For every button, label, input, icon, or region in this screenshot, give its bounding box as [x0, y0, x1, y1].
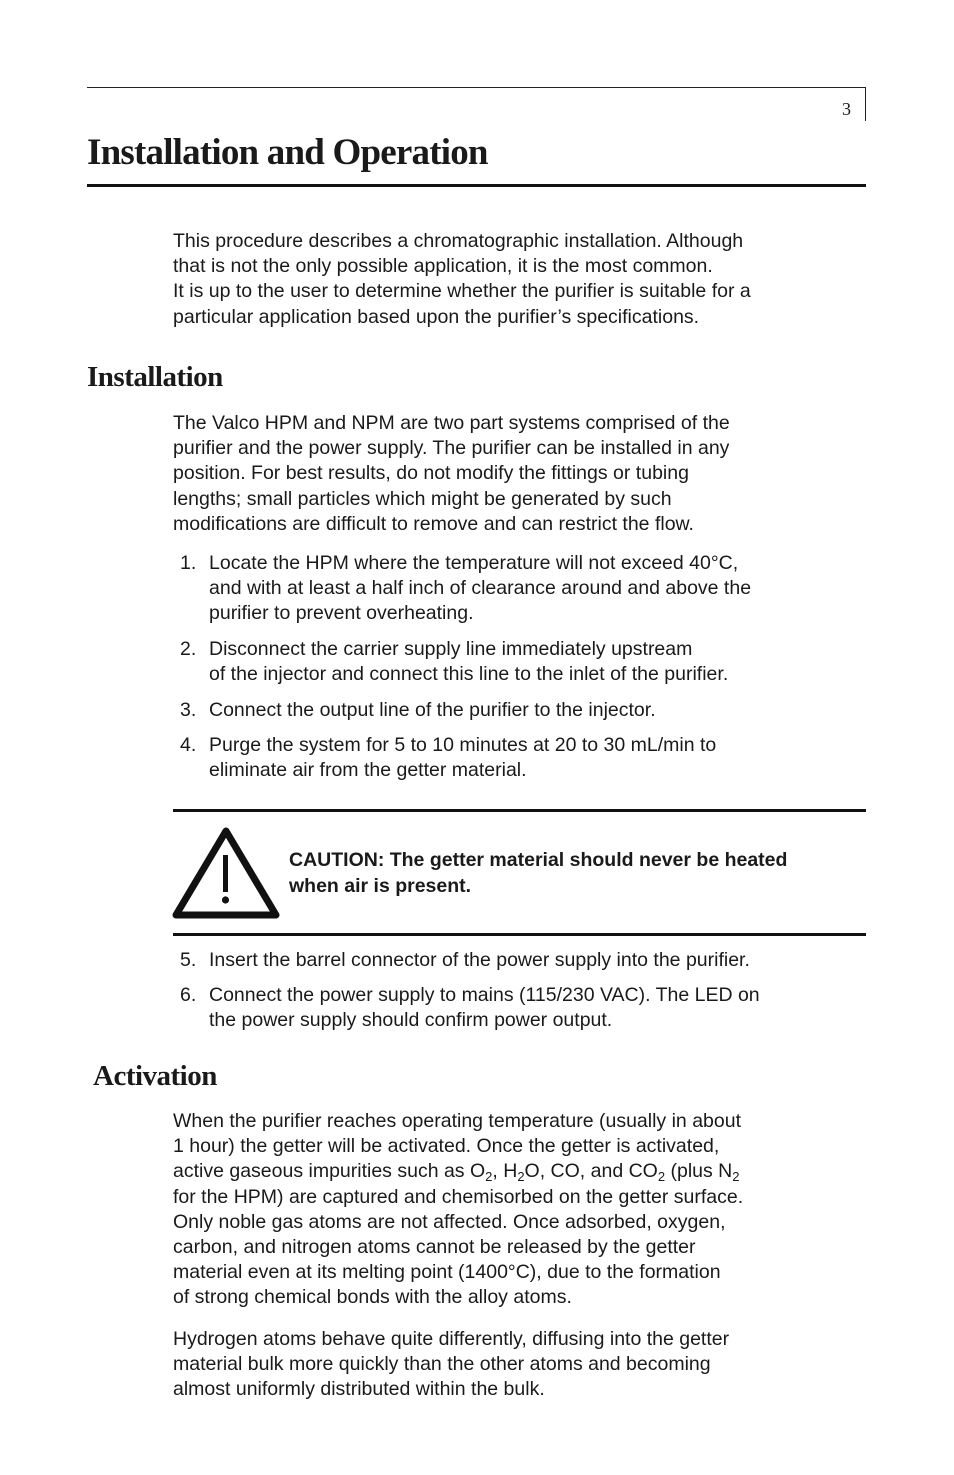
caution-top-rule	[173, 809, 866, 812]
step-text	[209, 948, 750, 973]
formula-text: active gaseous impurities such as O	[173, 1160, 486, 1183]
step-text	[209, 551, 751, 627]
step-line: eliminate air from the getter material.	[209, 759, 527, 782]
subscript: 2	[517, 1169, 525, 1185]
step-number: 3.	[180, 699, 197, 721]
step-text	[209, 698, 656, 723]
subscript: 2	[732, 1169, 740, 1185]
step-line: Insert the barrel connector of the power supply into the purifier.	[209, 949, 750, 971]
step-number: 2.	[180, 638, 197, 660]
step-text	[209, 733, 716, 783]
installation-line: modifications are difficult to remove and can restrict the flow.	[173, 512, 694, 535]
page-number: 3	[842, 99, 851, 119]
intro-line: This procedure describes a chromatographic installation. Although	[173, 230, 744, 252]
installation-line: The Valco HPM and NPM are two part systems comprised of the	[173, 412, 730, 434]
activation-line: material even at its melting point (1400°C), due to the formation	[173, 1261, 721, 1284]
formula-text: O, CO, and CO	[524, 1160, 658, 1183]
warning-triangle-icon	[172, 825, 280, 921]
hydrogen-line: material bulk more quickly than the other atoms and becoming	[173, 1353, 711, 1376]
caution-text	[289, 847, 787, 899]
step-text	[209, 637, 728, 687]
page-title: Installation and Operation	[87, 132, 488, 173]
installation-line: purifier and the power supply. The purifier can be installed in any	[173, 437, 730, 460]
step-line: Purge the system for 5 to 10 minutes at 20 to 30 mL/min to	[209, 734, 717, 756]
formula-text: (plus N	[665, 1160, 733, 1183]
activation-line: 1 hour) the getter will be activated. Once the getter is activated,	[173, 1135, 720, 1158]
activation-line: When the purifier reaches operating temperature (usually in about	[173, 1110, 741, 1132]
installation-line: lengths; small particles which might be generated by such	[173, 487, 672, 510]
activation-heading: Activation	[93, 1060, 217, 1092]
title-rule	[87, 184, 866, 187]
step-line: the power supply should confirm power output.	[209, 1009, 613, 1032]
subscript: 2	[485, 1169, 493, 1185]
intro-paragraph	[173, 229, 873, 330]
subscript: 2	[657, 1169, 666, 1185]
step-line: Locate the HPM where the temperature will not exceed 40°C,	[209, 552, 739, 574]
intro-line: particular application based upon the purifier’s specifications.	[173, 305, 700, 328]
activation-line: carbon, and nitrogen atoms cannot be released by the getter	[173, 1236, 696, 1259]
installation-paragraph	[173, 411, 873, 537]
page-number-divider	[865, 87, 866, 121]
activation-line: for the HPM) are captured and chemisorbed on the getter surface.	[173, 1185, 744, 1208]
step-line: Connect the power supply to mains (115/230 VAC). The LED on	[209, 984, 760, 1006]
activation-line: of strong chemical bonds with the alloy atoms.	[173, 1286, 572, 1309]
activation-paragraph	[173, 1109, 873, 1311]
intro-line: It is up to the user to determine whether the purifier is suitable for a	[173, 280, 751, 303]
step-line: and with at least a half inch of clearance around and above the	[209, 577, 752, 600]
caution-line: when air is present.	[289, 875, 472, 897]
step-text	[209, 983, 760, 1033]
step-number: 1.	[180, 552, 197, 574]
activation-line-formulas	[173, 1159, 873, 1184]
intro-line: that is not the only possible application, it is the most common.	[173, 255, 713, 278]
activation-line: Only noble gas atoms are not affected. Once adsorbed, oxygen,	[173, 1210, 726, 1233]
step-line: of the injector and connect this line to the inlet of the purifier.	[209, 663, 729, 686]
formula-text: , H	[492, 1160, 518, 1183]
installation-line: position. For best results, do not modify the fittings or tubing	[173, 462, 689, 485]
step-number: 5.	[180, 949, 197, 971]
step-line: Connect the output line of the purifier to the injector.	[209, 699, 656, 721]
header-rule	[87, 87, 866, 88]
step-number: 4.	[180, 734, 197, 756]
caution-line: CAUTION: The getter material should never be heated	[289, 849, 788, 871]
installation-heading: Installation	[87, 361, 223, 393]
caution-bottom-rule	[173, 933, 866, 936]
hydrogen-line: Hydrogen atoms behave quite differently, diffusing into the getter	[173, 1328, 730, 1350]
hydrogen-line: almost uniformly distributed within the bulk.	[173, 1378, 545, 1401]
step-line: Disconnect the carrier supply line immediately upstream	[209, 638, 693, 660]
step-line: purifier to prevent overheating.	[209, 602, 474, 625]
hydrogen-paragraph	[173, 1327, 873, 1403]
step-number: 6.	[180, 984, 197, 1006]
